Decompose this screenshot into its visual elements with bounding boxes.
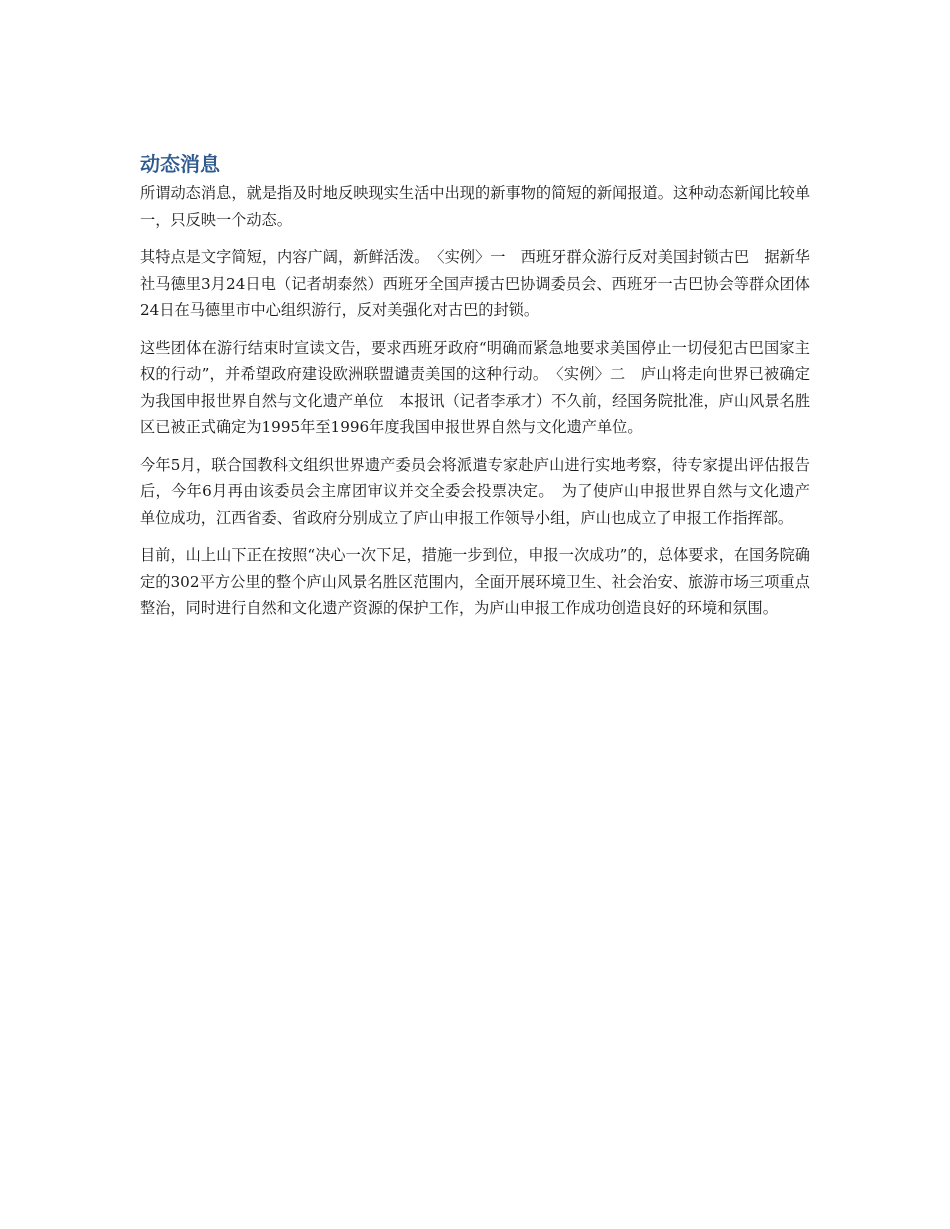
paragraph-5: 目前，山上山下正在按照“决心一次下足，措施一步到位，申报一次成功”的，总体要求，在国务院确定的302平方公里的整个庐山风景名胜区范围内，全面开展环境卫生、社会治安、旅游市场三项重点整治，同时进行自然和文化遗产资源的保护工作，为庐山申报工作成功创造良好的环境和氛围。	[140, 546, 810, 617]
paragraph-1: 所谓动态消息，就是指及时地反映现实生活中出现的新事物的简短的新闻报道。这种动态新闻比较单一，只反映一个动态。	[140, 184, 810, 229]
document-body	[140, 150, 810, 633]
document-title: 动态消息	[140, 152, 220, 176]
paragraph-4: 今年5月，联合国教科文组织世界遗产委员会将派遣专家赴庐山进行实地考察，待专家提出评估报告后，今年6月再由该委员会主席团审议并交全委会投票决定。 为了使庐山申报世界自然与文化遗产单位成功，江西省委、省政府分别成立了庐山申报工作领导小组，庐山也成立了申报工作指挥部。	[140, 455, 810, 527]
paragraph-3: 这些团体在游行结束时宣读文告，要求西班牙政府“明确而紧急地要求美国停止一切侵犯古巴国家主权的行动”，并希望政府建设欧洲联盟谴责美国的这种行动。 〈实例〉二 庐山将走向世界已被确定为我国申报世界自然与文化遗产单位 本报讯（记者李承才）不久前，经国务院批准，庐山风景名胜区已被正式确定为1995年至1996年度我国申报世界自然与文化遗产单位。	[140, 338, 810, 436]
paragraph-2: 其特点是文字简短，内容广阔，新鲜活泼。 〈实例〉一 西班牙群众游行反对美国封锁古巴 据新华社马德里3月24日电（记者胡泰然）西班牙全国声援古巴协调委员会、西班牙一古巴协会等群众团体24日在马德里市中心组织游行，反对美强化对古巴的封锁。	[140, 248, 810, 319]
